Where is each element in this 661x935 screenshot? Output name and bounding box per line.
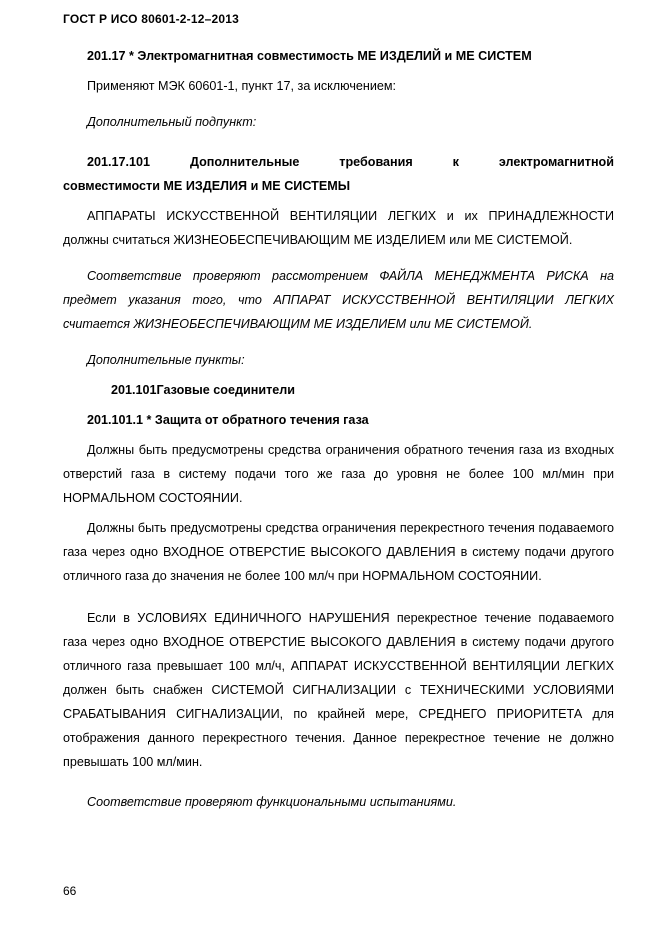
section-heading-201-101 <box>63 378 614 402</box>
crossflow-paragraph: Должны быть предусмотрены средства ограничения перекрестного течения подаваемого газа через одно ВХОДНОЕ ОТВЕРСТИЕ ВЫСОКОГО ДАВЛЕНИЯ в систему подачи другого отличного газа до значения не более 100 мл/ч при НОРМАЛЬНОМ СОСТОЯНИИ. <box>63 521 614 583</box>
requirement-line2: должны считаться ЖИЗНЕОБЕСПЕЧИВАЮЩИМ МЕ ИЗДЕЛИЕМ или МЕ СИСТЕМОЙ. <box>63 233 573 247</box>
requirement-line1: АППАРАТЫ ИСКУССТВЕННОЙ ВЕНТИЛЯЦИИ ЛЕГКИХ и их ПРИНАДЛЕЖНОСТИ <box>87 209 614 223</box>
additional-subclause-label: Дополнительный подпункт: <box>87 115 257 129</box>
document-id-header: ГОСТ Р ИСО 80601-2-12–2013 <box>63 12 239 26</box>
section-heading-201-17-101-line2: совместимости МЕ ИЗДЕЛИЯ и МЕ СИСТЕМЫ <box>63 179 351 193</box>
additional-clauses-label: Дополнительные пункты: <box>87 353 245 367</box>
section-heading-201-17-101-line1: 201.17.101 Дополнительные требования к электромагнитной <box>87 155 614 169</box>
compliance-risk-file: Соответствие проверяют рассмотрением ФАЙЛА МЕНЕДЖМЕНТА РИСКА на предмет указания того, что АППАРАТ ИСКУССТВЕННОЙ ВЕНТИЛЯЦИИ ЛЕГКИХ считается ЖИЗНЕОБЕСПЕЧИВАЮЩИМ МЕ ИЗДЕЛИЕМ или МЕ СИСТЕМОЙ. <box>63 269 614 331</box>
section-title: Газовые соединители <box>156 383 296 397</box>
page-number: 66 <box>63 884 77 898</box>
page-content <box>63 44 614 814</box>
compliance-functional-test: Соответствие проверяют функциональными испытаниями. <box>87 795 457 809</box>
section-heading-201-101-1: 201.101.1 * Защита от обратного течения газа <box>87 413 369 427</box>
section-number: 201.101 <box>111 383 157 397</box>
apply-statement: Применяют МЭК 60601-1, пункт 17, за исключением: <box>87 79 397 93</box>
backflow-paragraph: Должны быть предусмотрены средства ограничения обратного течения газа из входных отверстий газа в систему подачи того же газа до уровня не более 100 мл/мин при НОРМАЛЬНОМ СОСТОЯНИИ. <box>63 443 614 505</box>
single-fault-paragraph: Если в УСЛОВИЯХ ЕДИНИЧНОГО НАРУШЕНИЯ перекрестное течение подаваемого газа через одно ВХОДНОЕ ОТВЕРСТИЕ ВЫСОКОГО ДАВЛЕНИЯ в систему подачи другого отличного газа превышает 100 мл/ч, АППАРАТ ИСКУССТВЕННОЙ ВЕНТИЛЯЦИИ ЛЕГКИХ должен быть снабжен СИСТЕМОЙ СИГНАЛИЗАЦИИ с ТЕХНИЧЕСКИМИ УСЛОВИЯМИ СРАБАТЫВАНИЯ СИГНАЛИЗАЦИИ, по крайней мере, СРЕДНЕГО ПРИОРИТЕТА для отображения данного перекрестного течения. Данное перекрестное течение не должно превышать 100 мл/мин. <box>63 611 614 769</box>
section-heading-201-17: 201.17 * Электромагнитная совместимость МЕ ИЗДЕЛИЙ и МЕ СИСТЕМ <box>87 49 532 63</box>
